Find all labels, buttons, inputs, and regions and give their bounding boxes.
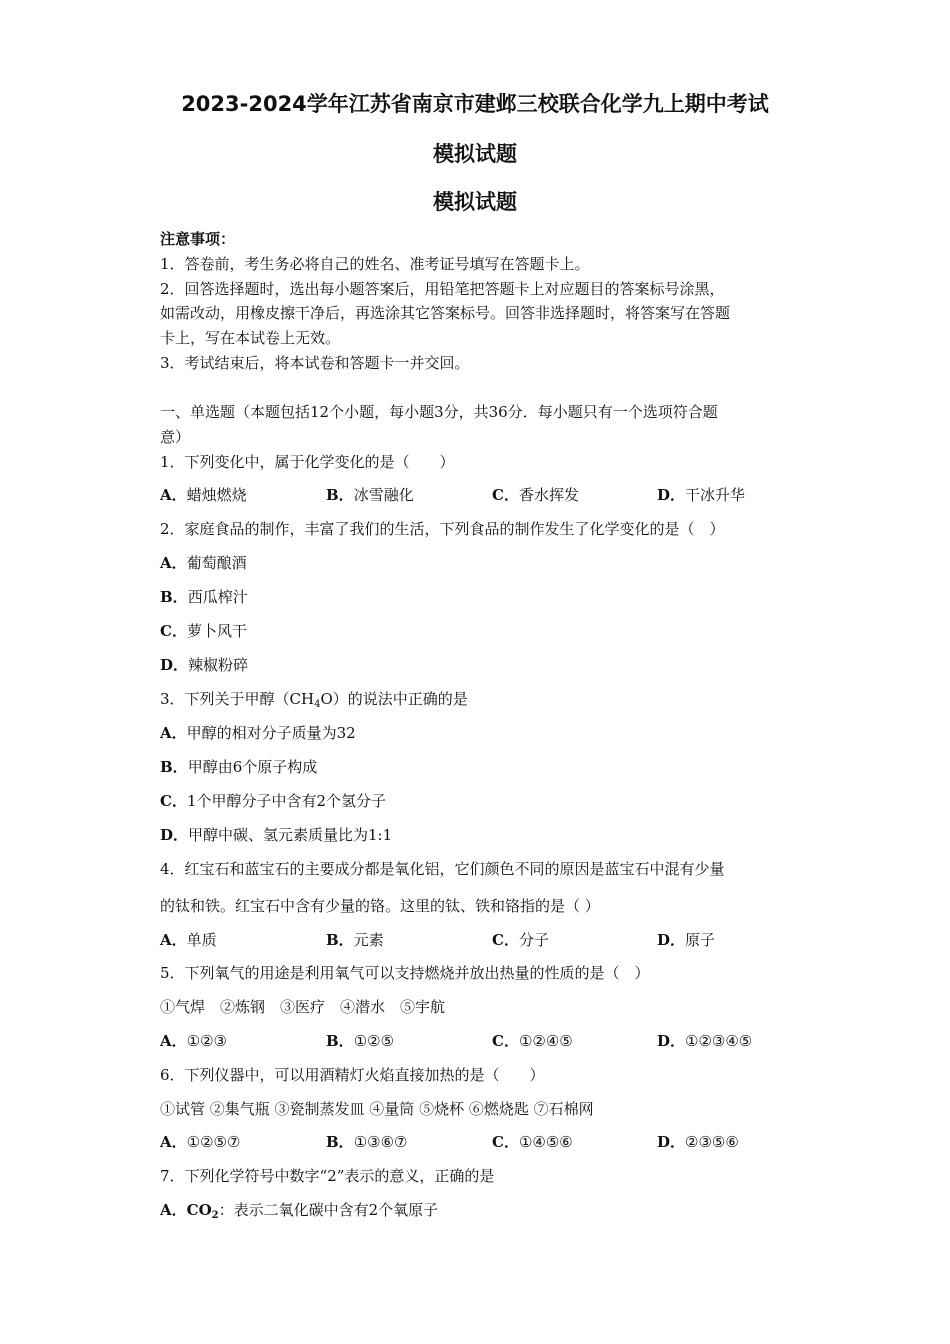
- option-text: 甲醇的相对分子质量为32: [186, 724, 356, 742]
- notice-item-2-cont: 如需改动，用橡皮擦干净后，再选涂其它答案标号。回答非选择题时，将答案写在答题: [160, 304, 731, 322]
- q4-option-b: [326, 929, 384, 950]
- question-4-options: [160, 929, 820, 951]
- notice-item-2-cont2: 卡上，写在本试卷上无效。: [160, 329, 341, 347]
- option-text: ①③⑥⑦: [353, 1133, 408, 1151]
- option-letter: C．: [492, 486, 519, 504]
- notice-item-3: 3．考试结束后，将本试卷和答题卡一并交回。: [160, 354, 470, 372]
- question-1-stem: 1．下列变化中，属于化学变化的是（ ）: [160, 453, 455, 471]
- option-letter: D．: [160, 656, 189, 674]
- option-text: ①②④⑤: [518, 1032, 573, 1050]
- option-text: 西瓜榨汁: [187, 588, 248, 606]
- option-letter: C．: [160, 622, 187, 640]
- q2-option-a: [160, 552, 247, 573]
- option-letter: D．: [160, 826, 189, 844]
- question-5-options: [160, 1030, 820, 1052]
- option-text: ：表示二氧化碳中含有2个氧原子: [218, 1201, 439, 1219]
- option-text: 萝卜风干: [186, 622, 247, 640]
- option-letter: C．: [492, 1032, 519, 1050]
- option-text: 蜡烛燃烧: [186, 486, 247, 504]
- question-7-stem: 7．下列化学符号中数字“2”表示的意义，正确的是: [160, 1167, 495, 1185]
- q3-option-c: [160, 790, 386, 811]
- option-letter: B．: [326, 486, 354, 504]
- option-text: ①②⑤: [353, 1032, 395, 1050]
- question-6-stem: 6．下列仪器中，可以用酒精灯火焰直接加热的是（ ）: [160, 1066, 545, 1084]
- question-4-stem-cont: 的钛和铁。红宝石中含有少量的铬。这里的钛、铁和铬指的是（ ）: [160, 897, 600, 915]
- q3-option-d: [160, 824, 392, 845]
- q1-option-d: [657, 484, 745, 505]
- option-text: 原子: [685, 931, 716, 949]
- q3-option-a: [160, 722, 356, 743]
- question-4-stem: 4．红宝石和蓝宝石的主要成分都是氧化铝，它们颜色不同的原因是蓝宝石中混有少量: [160, 860, 725, 878]
- question-1-options: [160, 484, 820, 506]
- q5-option-c: [492, 1030, 573, 1051]
- option-letter: C．: [160, 792, 187, 810]
- notice-item-2: 2．回答选择题时，选出每小题答案后，用铅笔把答题卡上对应题目的答案标号涂黑，: [160, 280, 725, 298]
- option-text: ②③⑤⑥: [685, 1133, 739, 1151]
- option-text: ①②⑤⑦: [186, 1133, 241, 1151]
- q2-option-b: [160, 586, 248, 607]
- option-letter: D．: [657, 1133, 686, 1151]
- stem-text: O）的说法中正确的是: [320, 690, 468, 708]
- option-text: 甲醇由6个原子构成: [187, 758, 318, 776]
- q6-option-d: [657, 1131, 739, 1152]
- option-text: 葡萄酿酒: [186, 554, 247, 572]
- q5-option-b: [326, 1030, 394, 1051]
- option-text: 甲醇中碳、氢元素质量比为1:1: [188, 826, 393, 844]
- question-5-items: ①气焊 ②炼钢 ③医疗 ④潜水 ⑤宇航: [160, 998, 446, 1016]
- option-letter: B．: [326, 931, 354, 949]
- q2-option-d: [160, 654, 248, 675]
- option-letter: A．: [160, 554, 187, 572]
- option-letter: B．: [326, 1133, 354, 1151]
- option-text: 元素: [353, 931, 384, 949]
- question-6-items: ①试管 ②集气瓶 ③瓷制蒸发皿 ④量筒 ⑤烧杯 ⑥燃烧匙 ⑦石棉网: [160, 1100, 594, 1118]
- option-letter: D．: [657, 931, 686, 949]
- q6-option-a: [160, 1131, 240, 1152]
- notice-heading: 注意事项：: [160, 230, 236, 248]
- option-text: 干冰升华: [685, 486, 746, 504]
- q5-option-a: [160, 1030, 227, 1051]
- option-text: 单质: [186, 931, 217, 949]
- option-text: ①②③: [186, 1032, 227, 1050]
- formula: CO: [186, 1201, 212, 1219]
- exam-subtitle-repeat: 模拟试题: [433, 190, 517, 214]
- option-letter: C．: [492, 931, 519, 949]
- subscript: 4: [314, 699, 321, 710]
- notice-item-1: 1．答卷前，考生务必将自己的姓名、准考证号填写在答题卡上。: [160, 255, 590, 273]
- option-text: ①②③④⑤: [685, 1032, 753, 1050]
- q4-option-d: [657, 929, 715, 950]
- option-text: 分子: [518, 931, 549, 949]
- exam-title: 2023-2024学年江苏省南京市建邺三校联合化学九上期中考试: [181, 92, 769, 116]
- question-2-stem: 2．家庭食品的制作，丰富了我们的生活，下列食品的制作发生了化学变化的是（ ）: [160, 520, 725, 538]
- option-letter: D．: [657, 486, 686, 504]
- q5-option-d: [657, 1030, 752, 1051]
- option-letter: C．: [492, 1133, 519, 1151]
- option-text: 冰雪融化: [353, 486, 414, 504]
- option-letter: D．: [657, 1032, 686, 1050]
- option-letter: B．: [160, 588, 188, 606]
- section-heading: 一、单选题（本题包括12个小题，每小题3分，共36分．每小题只有一个选项符合题: [160, 403, 718, 421]
- q4-option-c: [492, 929, 549, 950]
- option-letter: B．: [326, 1032, 354, 1050]
- q7-option-a: [160, 1199, 438, 1221]
- option-text: 1个甲醇分子中含有2个氢分子: [186, 792, 387, 810]
- q6-option-b: [326, 1131, 407, 1152]
- option-text: ①④⑤⑥: [518, 1133, 573, 1151]
- option-text: 香水挥发: [518, 486, 579, 504]
- option-text: 辣椒粉碎: [188, 656, 249, 674]
- option-letter: A．: [160, 1133, 187, 1151]
- option-letter: A．: [160, 1201, 187, 1219]
- q1-option-c: [492, 484, 579, 505]
- section-heading-cont: 意）: [160, 428, 191, 446]
- q6-option-c: [492, 1131, 573, 1152]
- option-letter: A．: [160, 931, 187, 949]
- option-letter: A．: [160, 486, 187, 504]
- q4-option-a: [160, 929, 217, 950]
- option-letter: A．: [160, 724, 187, 742]
- question-6-options: [160, 1131, 820, 1153]
- subscript: 2: [211, 1210, 219, 1221]
- exam-subtitle: 模拟试题: [433, 142, 517, 166]
- q1-option-b: [326, 484, 414, 505]
- q1-option-a: [160, 484, 247, 505]
- q2-option-c: [160, 620, 247, 641]
- q3-option-b: [160, 756, 317, 777]
- option-letter: B．: [160, 758, 188, 776]
- stem-text: 3．下列关于甲醇（CH: [160, 690, 315, 708]
- question-5-stem: 5．下列氧气的用途是利用氧气可以支持燃烧并放出热量的性质的是（ ）: [160, 964, 650, 982]
- option-letter: A．: [160, 1032, 187, 1050]
- question-3-stem: [160, 688, 468, 710]
